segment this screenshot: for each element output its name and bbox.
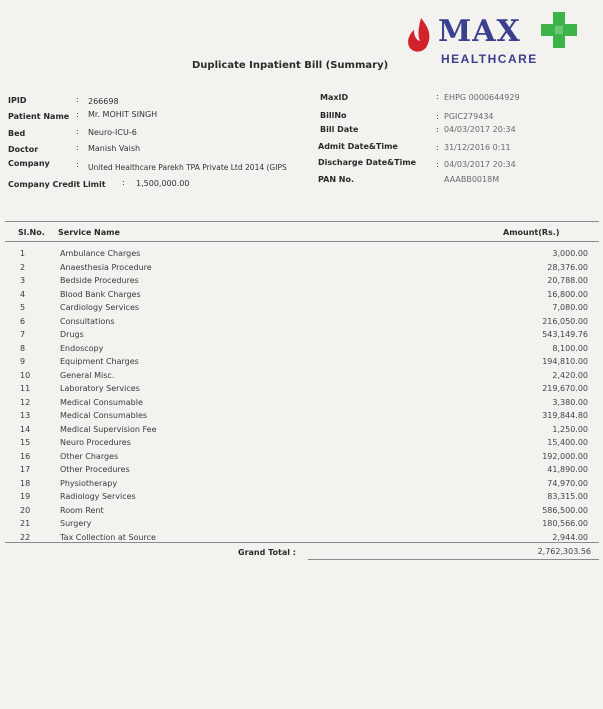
colon: : bbox=[76, 143, 79, 152]
row-service: Endoscopy bbox=[60, 343, 104, 353]
row-slno: 6 bbox=[20, 316, 26, 326]
table-row bbox=[0, 371, 603, 385]
colon: : bbox=[76, 160, 79, 169]
table-top-rule bbox=[5, 221, 599, 222]
row-service: Radiology Services bbox=[60, 492, 136, 501]
row-slno: 19 bbox=[20, 492, 31, 501]
row-slno: 17 bbox=[20, 465, 31, 474]
row-slno: 21 bbox=[20, 519, 31, 528]
table-row bbox=[0, 533, 603, 547]
grand-total-label: Grand Total : bbox=[238, 548, 296, 557]
row-service: Cardiology Services bbox=[60, 303, 140, 312]
row-amount: 180,566.00 bbox=[542, 519, 588, 528]
row-slno: 7 bbox=[20, 330, 26, 339]
bed-value: Neuro-ICU-6 bbox=[88, 128, 137, 137]
row-amount: 586,500.00 bbox=[542, 505, 588, 515]
row-amount: 192,000.00 bbox=[542, 451, 588, 461]
row-service: General Misc. bbox=[60, 370, 115, 380]
bill-date-label: Bill Date bbox=[320, 125, 359, 134]
plus-cross-icon bbox=[541, 12, 577, 48]
row-service: Neuro Procedures bbox=[60, 438, 131, 447]
row-amount: 1,250.00 bbox=[552, 424, 588, 434]
table-row bbox=[0, 452, 603, 466]
row-slno: 10 bbox=[20, 370, 31, 380]
bed-label: Bed bbox=[8, 129, 26, 138]
row-slno: 2 bbox=[20, 262, 26, 272]
row-service: Surgery bbox=[60, 519, 92, 528]
row-slno: 5 bbox=[20, 303, 26, 312]
row-service: Laboratory Services bbox=[60, 384, 140, 393]
discharge-date-label: Discharge Date&Time bbox=[318, 158, 417, 167]
ipid-value: 266698 bbox=[88, 97, 119, 106]
table-row bbox=[0, 398, 603, 412]
row-amount: 28,376.00 bbox=[547, 262, 588, 272]
pan-label: PAN No. bbox=[318, 175, 355, 184]
table-row bbox=[0, 344, 603, 358]
row-slno: 14 bbox=[20, 424, 31, 434]
row-amount: 219,670.00 bbox=[542, 384, 588, 393]
table-row bbox=[0, 479, 603, 493]
grand-total-underline bbox=[308, 559, 599, 560]
ipid-label: IPID bbox=[8, 96, 27, 105]
maxid-label: MaxID bbox=[320, 93, 349, 102]
row-amount: 74,970.00 bbox=[547, 478, 588, 488]
row-slno: 20 bbox=[20, 505, 31, 515]
row-service: Blood Bank Charges bbox=[60, 289, 141, 299]
table-row bbox=[0, 290, 603, 304]
admit-date-value: 31/12/2016 0:11 bbox=[444, 143, 511, 152]
table-row bbox=[0, 492, 603, 506]
row-amount: 194,810.00 bbox=[542, 357, 588, 366]
row-slno: 3 bbox=[20, 276, 26, 285]
col-header-slno: Sl.No. bbox=[18, 228, 45, 237]
colon: : bbox=[76, 127, 79, 136]
row-slno: 15 bbox=[20, 438, 31, 447]
pan-value: AAABB0018M bbox=[444, 175, 500, 184]
row-amount: 2,944.00 bbox=[552, 532, 588, 542]
row-slno: 1 bbox=[20, 249, 26, 258]
document-title: Duplicate Inpatient Bill (Summary) bbox=[192, 60, 389, 71]
grand-total-value: 2,762,303.56 bbox=[537, 547, 591, 556]
table-row bbox=[0, 506, 603, 520]
table-row bbox=[0, 438, 603, 452]
table-row bbox=[0, 465, 603, 479]
row-amount: 3,000.00 bbox=[552, 249, 588, 258]
colon: : bbox=[122, 178, 125, 187]
row-amount: 8,100.00 bbox=[552, 343, 588, 353]
row-service: Ambulance Charges bbox=[60, 249, 141, 258]
bill-date-value: 04/03/2017 20:34 bbox=[444, 125, 516, 134]
row-service: Medical Supervision Fee bbox=[60, 424, 157, 434]
row-service: Consultations bbox=[60, 316, 115, 326]
row-amount: 7,080.00 bbox=[552, 303, 588, 312]
row-service: Anaesthesia Procedure bbox=[60, 262, 152, 272]
row-slno: 4 bbox=[20, 289, 26, 299]
table-row bbox=[0, 411, 603, 425]
colon: : bbox=[436, 160, 439, 169]
credit-limit-value: 1,500,000.00 bbox=[136, 179, 190, 188]
billno-value: PGIC279434 bbox=[444, 112, 494, 121]
row-slno: 11 bbox=[20, 384, 31, 393]
table-row bbox=[0, 384, 603, 398]
logo-subtitle: HEALTHCARE bbox=[441, 52, 538, 66]
row-service: Equipment Charges bbox=[60, 357, 139, 366]
company-value: United Healthcare Parekh TPA Private Ltd 2014 (GIPS bbox=[88, 163, 287, 172]
row-slno: 16 bbox=[20, 451, 31, 461]
patient-name-label: Patient Name bbox=[8, 112, 70, 121]
table-row bbox=[0, 425, 603, 439]
row-amount: 543,149.76 bbox=[542, 330, 588, 339]
row-amount: 20,788.00 bbox=[547, 276, 588, 285]
row-slno: 22 bbox=[20, 532, 31, 542]
row-service: Room Rent bbox=[60, 505, 104, 515]
table-row bbox=[0, 317, 603, 331]
row-amount: 83,315.00 bbox=[547, 492, 588, 501]
row-service: Medical Consumable bbox=[60, 397, 143, 407]
table-row bbox=[0, 276, 603, 290]
col-header-service: Service Name bbox=[58, 228, 120, 237]
billno-label: BillNo bbox=[320, 111, 347, 120]
row-slno: 8 bbox=[20, 343, 26, 353]
colon: : bbox=[436, 92, 439, 101]
admit-date-label: Admit Date&Time bbox=[318, 142, 398, 151]
colon: : bbox=[436, 112, 439, 121]
colon: : bbox=[76, 110, 79, 119]
row-service: Bedside Procedures bbox=[60, 276, 139, 285]
row-slno: 12 bbox=[20, 397, 31, 407]
patient-name-value: Mr. MOHIT SINGH bbox=[88, 110, 158, 119]
row-service: Other Charges bbox=[60, 451, 119, 461]
row-service: Medical Consumables bbox=[60, 411, 148, 420]
table-row bbox=[0, 330, 603, 344]
maxid-value: EHPG 0000644929 bbox=[444, 93, 520, 102]
table-row bbox=[0, 263, 603, 277]
row-service: Drugs bbox=[60, 330, 84, 339]
table-row bbox=[0, 519, 603, 533]
flame-icon bbox=[405, 16, 435, 58]
credit-limit-label: Company Credit Limit bbox=[8, 180, 106, 189]
row-amount: 319,844.80 bbox=[542, 411, 588, 420]
row-amount: 41,890.00 bbox=[547, 465, 588, 474]
row-slno: 18 bbox=[20, 478, 31, 488]
row-service: Other Procedures bbox=[60, 465, 130, 474]
max-healthcare-logo bbox=[405, 10, 580, 70]
table-row bbox=[0, 303, 603, 317]
colon: : bbox=[436, 143, 439, 152]
table-row bbox=[0, 357, 603, 371]
colon: : bbox=[76, 95, 79, 104]
logo-brand: MAX bbox=[438, 14, 521, 49]
company-label: Company bbox=[8, 159, 50, 168]
row-slno: 9 bbox=[20, 357, 26, 366]
row-slno: 13 bbox=[20, 411, 31, 420]
row-amount: 15,400.00 bbox=[547, 438, 588, 447]
doctor-label: Doctor bbox=[8, 145, 39, 154]
col-header-amount: Amount(Rs.) bbox=[503, 228, 560, 237]
colon: : bbox=[436, 125, 439, 134]
row-service: Physiotherapy bbox=[60, 478, 118, 488]
row-amount: 3,380.00 bbox=[552, 397, 588, 407]
doctor-value: Manish Vaish bbox=[88, 144, 141, 153]
row-amount: 16,800.00 bbox=[547, 289, 588, 299]
table-bottom-rule bbox=[5, 542, 599, 543]
discharge-date-value: 04/03/2017 20:34 bbox=[444, 160, 516, 169]
row-amount: 2,420.00 bbox=[552, 370, 588, 380]
table-row bbox=[0, 249, 603, 263]
row-amount: 216,050.00 bbox=[542, 316, 588, 326]
row-service: Tax Collection at Source bbox=[60, 532, 156, 542]
table-header-rule bbox=[5, 241, 599, 242]
